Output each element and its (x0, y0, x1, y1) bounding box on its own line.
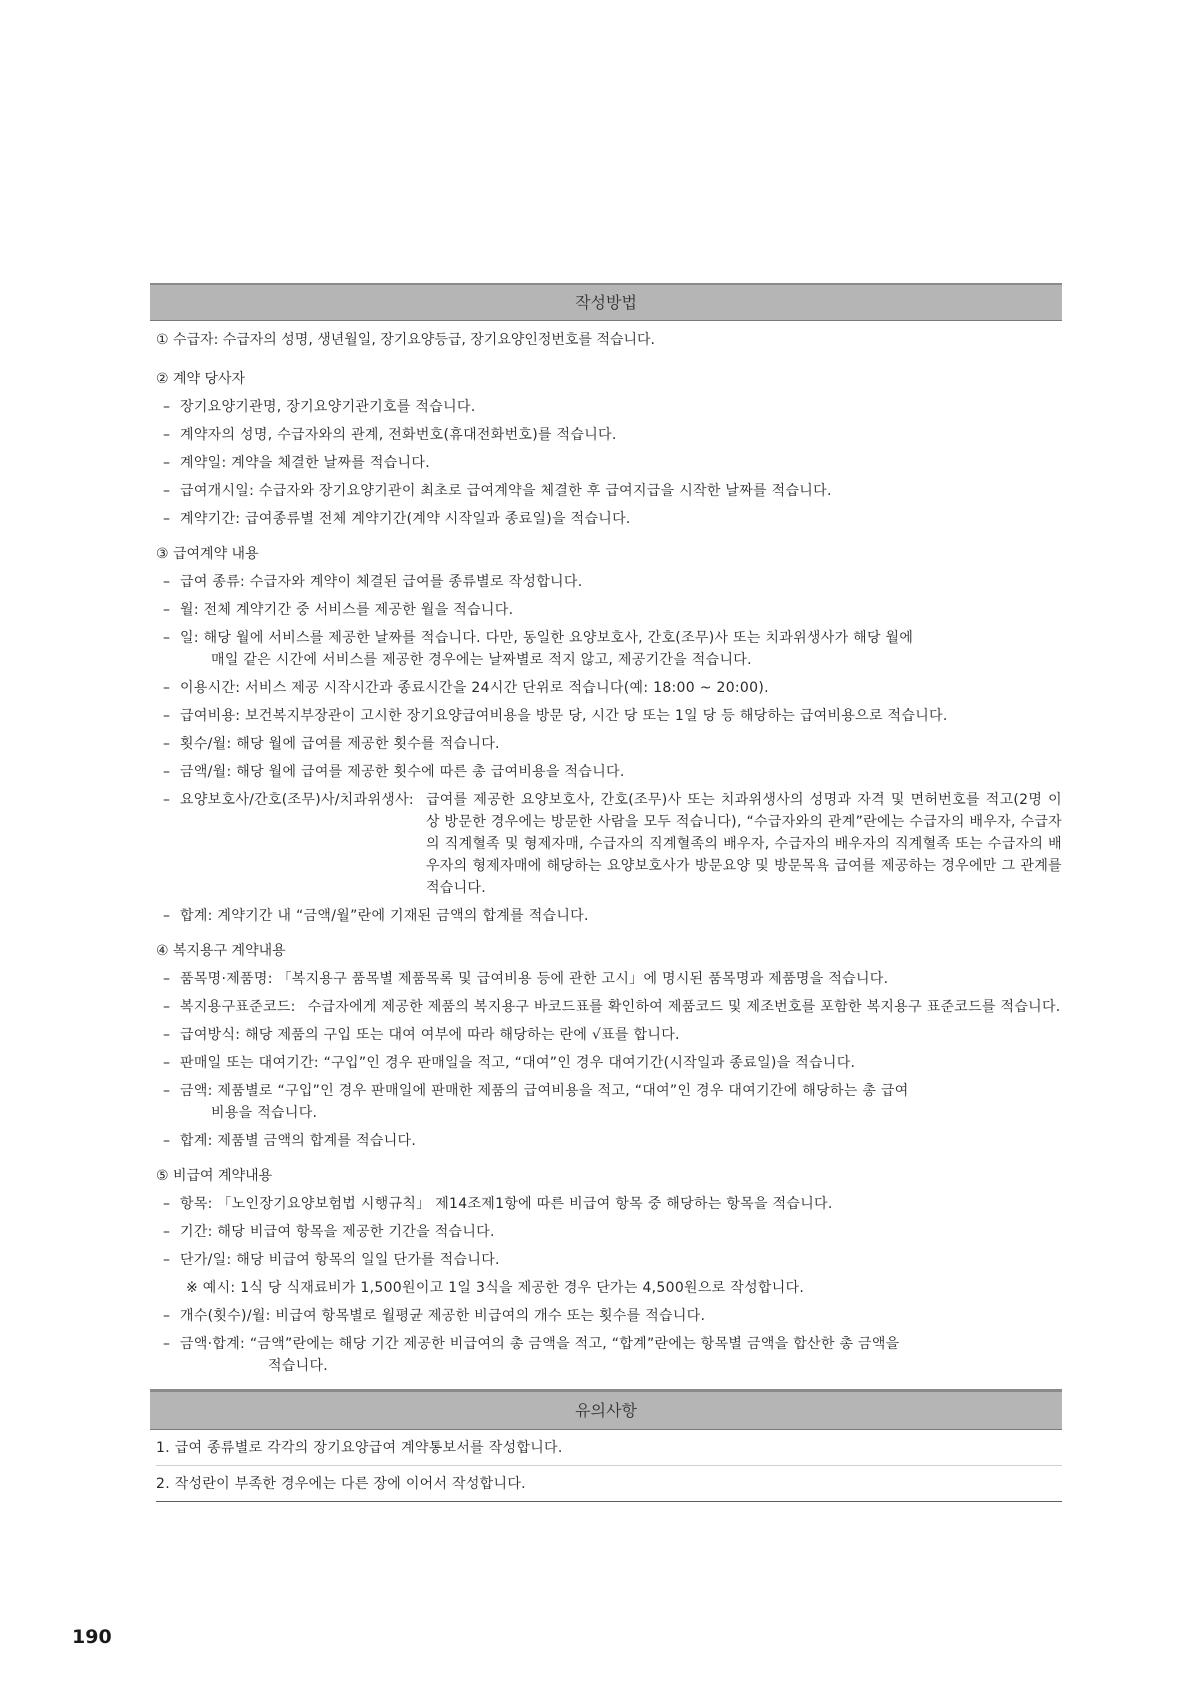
section-recipient (156, 330, 1062, 350)
list-item: – 계약기간: 급여종류별 전체 계약기간(계약 시작일과 종료일)을 적습니다. (163, 511, 631, 527)
page-number: 190 (72, 1626, 112, 1648)
section-title: ③ 급여계약 내용 (156, 546, 259, 562)
list-item: – 항목: 「노인장기요양보험법 시행규칙」 제14조제1항에 따른 비급여 항목 중 해당하는 항목을 적습니다. (163, 1196, 833, 1212)
list-item: – 품목명·제품명: 「복지용구 품목별 제품목록 및 급여비용 등에 관한 고시」에 명시된 품목명과 제품명을 적습니다. (163, 971, 889, 987)
notes-list (150, 1430, 1062, 1502)
list-item-standard-code: – 복지용구표준코드: 수급자에게 제공한 제품의 복지용구 바코드표를 확인하여 제품코드 및 제조번호를 포함한 복지용구 표준코드를 적습니다. (163, 999, 1061, 1015)
list-item: – 일: 해당 월에 서비스를 제공한 날짜를 적습니다. 다만, 동일한 요양보호사, 간호(조무)사 또는 치과위생사가 해당 월에 매일 같은 시간에 서비스를 제공한 경우에는 날짜별로 적지 않고, 제공기간을 적습니다. (163, 630, 914, 668)
list-item: – 합계: 제품별 금액의 합계를 적습니다. (163, 1133, 417, 1149)
list-item: – 금액·합계: “금액”란에는 해당 기간 제공한 비급여의 총 금액을 적고, “합계”란에는 항목별 금액을 합산한 총 금액을 적습니다. (163, 1336, 900, 1374)
section-welfare-equipment (156, 941, 1062, 1152)
list-item: – 월: 전체 계약기간 중 서비스를 제공한 월을 적습니다. (163, 602, 514, 618)
list-item: – 판매일 또는 대여기간: “구입”인 경우 판매일을 적고, “대여”인 경우 대여기간(시작일과 종료일)을 적습니다. (163, 1055, 856, 1071)
section-header-instructions: 작성방법 (150, 283, 1062, 321)
note-item: 2. 작성란이 부족한 경우에는 다른 장에 이어서 작성합니다. (156, 1466, 1062, 1502)
section-non-benefit (156, 1166, 1062, 1377)
list-item: – 단가/일: 해당 비급여 항목의 일일 단가를 적습니다. (163, 1252, 500, 1268)
section-title: ④ 복지용구 계약내용 (156, 943, 286, 959)
list-item: – 이용시간: 서비스 제공 시작시간과 종료시간을 24시간 단위로 적습니다(예: 18:00 ~ 20:00). (163, 680, 769, 696)
list-item: – 급여개시일: 수급자와 장기요양기관이 최초로 급여계약을 체결한 후 급여지급을 시작한 날짜를 적습니다. (163, 483, 832, 499)
section-title: ① 수급자: 수급자의 성명, 생년월일, 장기요양등급, 장기요양인정번호를 적습니다. (156, 332, 655, 348)
list-item: – 개수(횟수)/월: 비급여 항목별로 월평균 제공한 비급여의 개수 또는 횟수를 적습니다. (163, 1308, 706, 1324)
list-item: – 급여방식: 해당 제품의 구입 또는 대여 여부에 따라 해당하는 란에 √표를 합니다. (163, 1027, 680, 1043)
list-item: – 금액/월: 해당 월에 급여를 제공한 횟수에 따른 총 급여비용을 적습니다. (163, 764, 625, 780)
list-item: – 기간: 해당 비급여 항목을 제공한 기간을 적습니다. (163, 1224, 495, 1240)
section-title: ⑤ 비급여 계약내용 (156, 1168, 273, 1184)
instructions-body (150, 321, 1062, 1387)
section-header-notes: 유의사항 (150, 1389, 1062, 1430)
list-item: – 계약일: 계약을 체결한 날짜를 적습니다. (163, 455, 430, 471)
list-item: – 횟수/월: 해당 월에 급여를 제공한 횟수를 적습니다. (163, 736, 500, 752)
list-item: – 장기요양기관명, 장기요양기관기호를 적습니다. (163, 399, 476, 415)
list-item: – 금액: 제품별로 “구입”인 경우 판매일에 판매한 제품의 급여비용을 적고, “대여”인 경우 대여기간에 해당하는 총 급여 비용을 적습니다. (163, 1083, 909, 1121)
example-note: ※ 예시: 1식 당 식재료비가 1,500원이고 1일 3식을 제공한 경우 단가는 4,500원으로 작성합니다. (186, 1280, 805, 1296)
list-item: – 급여비용: 보건복지부장관이 고시한 장기요양급여비용을 방문 당, 시간 당 또는 1일 당 등 해당하는 급여비용으로 적습니다. (163, 708, 948, 724)
section-title: ② 계약 당사자 (156, 371, 246, 387)
section-benefit-contract (156, 544, 1062, 927)
list-item: – 급여 종류: 수급자와 계약이 체결된 급여를 종류별로 작성합니다. (163, 574, 583, 590)
list-item: – 계약자의 성명, 수급자와의 관계, 전화번호(휴대전화번호)를 적습니다. (163, 427, 617, 443)
instructions-box (150, 283, 1062, 1502)
list-item: – 합계: 계약기간 내 “금액/월”란에 기재된 금액의 합계를 적습니다. (163, 908, 589, 924)
list-item-caregiver: – 요양보호사/간호(조무)사/치과위생사: 급여를 제공한 요양보호사, 간호(조무)사 또는 치과위생사의 성명과 자격 및 면허번호를 적고(2명 이상 방문한 경우에는 방문한 사람을 모두 적습니다), “수급자와의 관계”란에는 수급자의 배우자, 수급자의 직계혈족 및 형제자매, 수급자의 직계혈족의 배우자, 수급자의 배우자의 직계혈족 또는 수급자의 배우자의 형제자매에 해당하는 요양보호사가 방문요양 및 방문목욕 급여를 제공하는 경우에만 그 관계를 적습니다. (163, 792, 1062, 896)
section-contract-parties (156, 369, 1062, 530)
note-item: 1. 급여 종류별로 각각의 장기요양급여 계약통보서를 작성합니다. (156, 1430, 1062, 1466)
